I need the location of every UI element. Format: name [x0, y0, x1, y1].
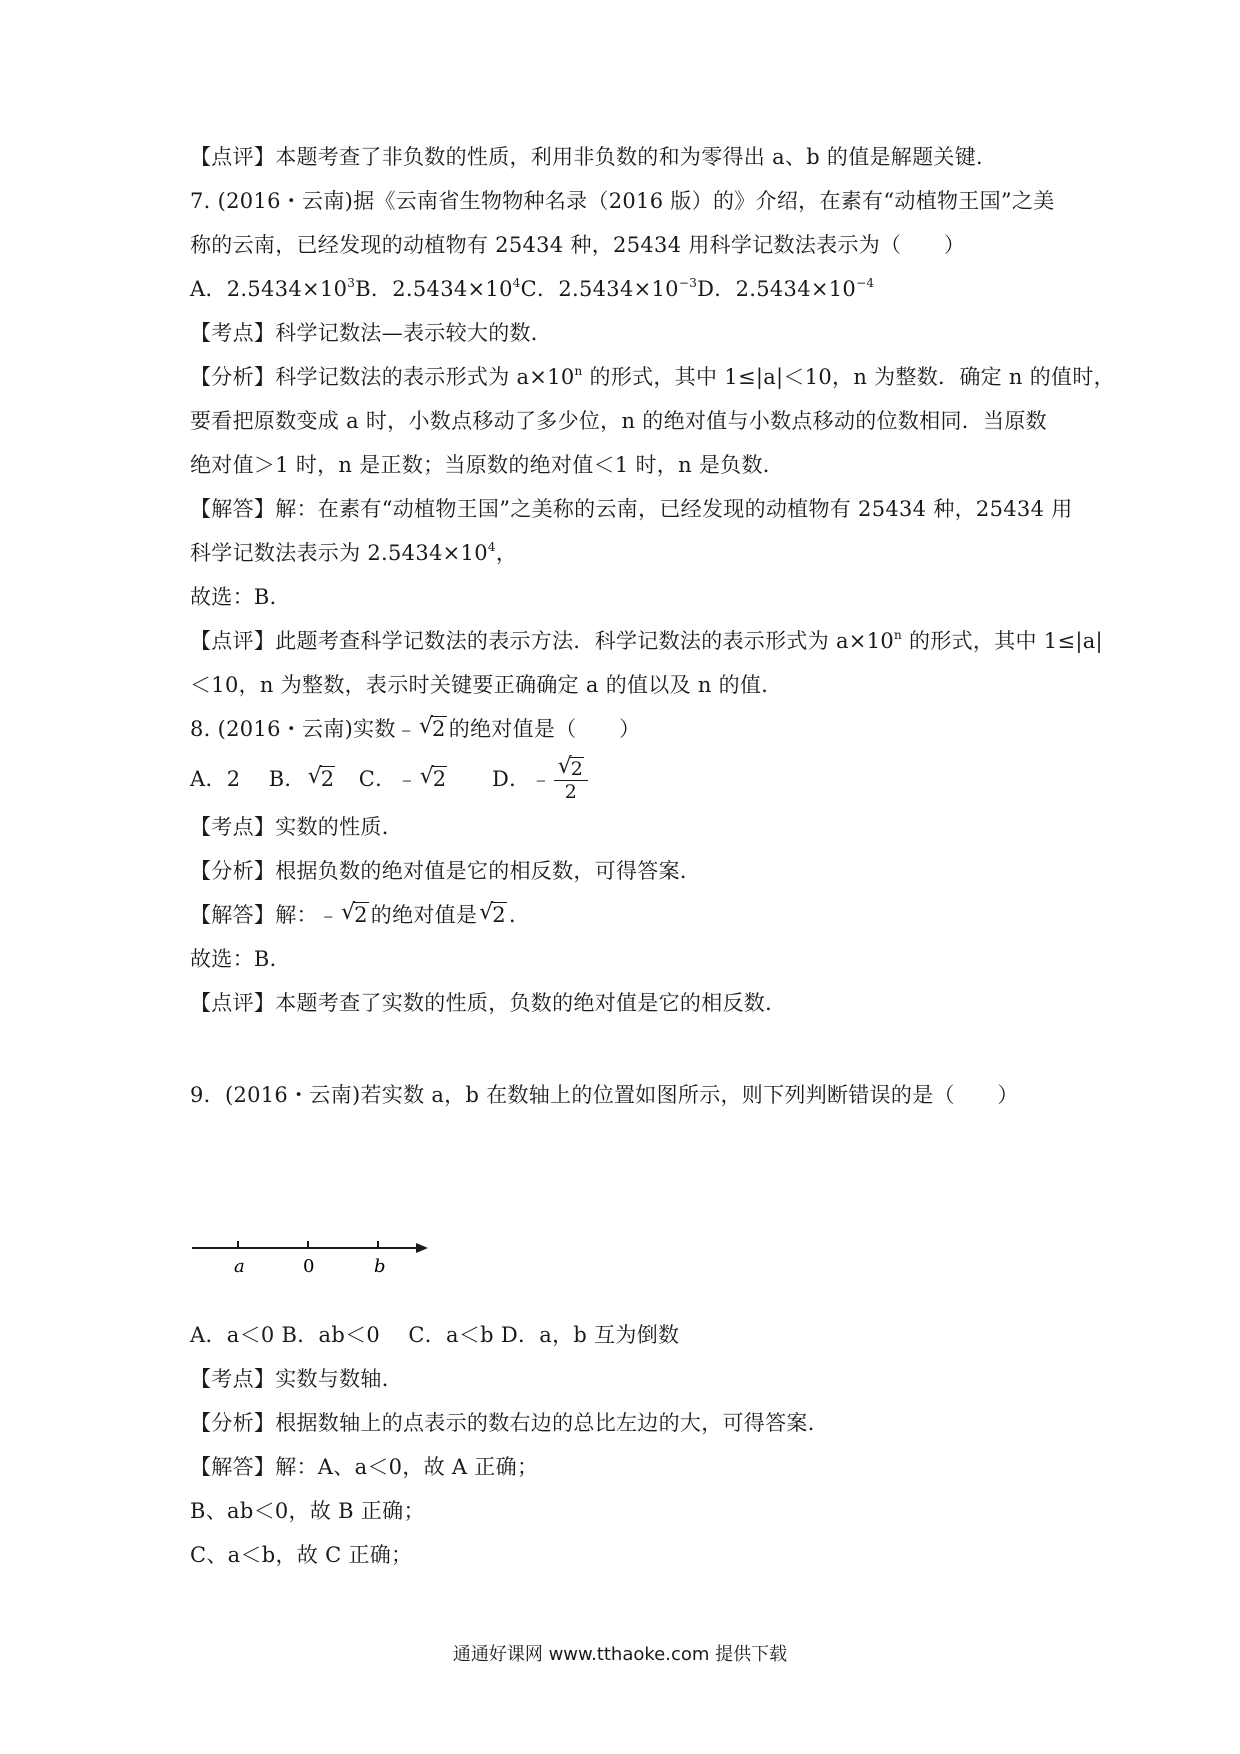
option-a-exponent: 3: [347, 276, 356, 290]
question-8-kaodian: 【考点】实数的性质．: [190, 815, 403, 839]
question-7-solution-line-1: 【解答】解：在素有“动植物王国”之美称的云南，已经发现的动植物有 25434 种，25434 用: [190, 497, 1073, 521]
question-7-review-line-2: ＜10，n 为整数，表示时关键要正确确定 a 的值以及 n 的值．: [190, 673, 783, 697]
solution-text: 科学记数法表示为 2.5434×10: [190, 541, 488, 565]
review-paragraph-q6: 【点评】本题考查了非负数的性质，利用非负数的和为零得出 a、b 的值是解题关键．: [190, 145, 998, 169]
option-text: A．2 B．: [190, 767, 306, 791]
review-text: 的形式，其中 1≤|a|: [902, 629, 1103, 653]
question-7-analysis-line-2: 要看把原数变成 a 时，小数点移动了多少位，n 的绝对值与小数点移动的位数相同．当原数: [190, 409, 1047, 433]
question-7-answer: 故选：B．: [190, 585, 291, 609]
question-9-stem: 9．(2016・云南)若实数 a，b 在数轴上的位置如图所示，则下列判断错误的是（ ）: [190, 1083, 1019, 1107]
question-7-analysis-line-3: 绝对值＞1 时，n 是正数；当原数的绝对值＜1 时，n 是负数．: [190, 453, 785, 477]
question-7-stem-line-2: 称的云南，已经发现的动植物有 25434 种，25434 用科学记数法表示为（ ）: [190, 233, 966, 257]
solution-text: ，: [495, 541, 518, 565]
option-c: C．2.5434×10: [520, 277, 679, 301]
sqrt-symbol: [558, 758, 584, 780]
question-7-options: [190, 274, 874, 304]
option-c-exponent: −3: [678, 276, 698, 290]
label-0: 0: [303, 1256, 315, 1277]
question-7-kaodian: 【考点】科学记数法—表示较大的数．: [190, 321, 553, 345]
label-b: b: [374, 1256, 386, 1277]
sqrt-symbol: [479, 900, 507, 930]
option-d: D．2.5434×10: [697, 277, 857, 301]
number-line-arrow: [416, 1243, 428, 1253]
sqrt-symbol: [420, 764, 448, 794]
stem-text: 的绝对值是（ ）: [448, 717, 641, 741]
question-8-analysis: 【分析】根据负数的绝对值是它的相反数，可得答案．: [190, 859, 702, 883]
review-text: 【点评】此题考查科学记数法的表示方法．科学记数法的表示形式为 a×10: [190, 629, 895, 653]
question-9-solution-c: C、a＜b，故 C 正确；: [190, 1543, 413, 1567]
question-8-answer: 故选：B．: [190, 947, 291, 971]
question-8-stem: [190, 714, 640, 744]
question-7-analysis-line-1: [190, 362, 1115, 392]
radicand: 2: [354, 903, 368, 927]
denominator: 2: [564, 781, 578, 803]
option-d-exponent: −4: [856, 276, 875, 290]
question-9-solution: 【解答】解：A、a＜0，故 A 正确；: [190, 1455, 539, 1479]
analysis-text: 【分析】科学记数法的表示形式为 a×10: [190, 365, 575, 389]
question-7-stem-line-1: 7. (2016・云南)据《云南省生物物种名录（2016 版）的》介绍，在素有“动植物王国”之美: [190, 189, 1055, 213]
review-exponent: n: [894, 628, 903, 642]
solution-text: ．: [508, 903, 531, 927]
question-8-solution: [190, 900, 530, 930]
stem-text: 8. (2016・云南)实数﹣: [190, 717, 418, 741]
option-text: D．﹣: [449, 767, 552, 791]
radicand: 2: [492, 903, 506, 927]
solution-exponent: 4: [487, 540, 496, 554]
question-8-options: [190, 758, 588, 803]
label-a: a: [234, 1256, 245, 1277]
analysis-text: 的形式，其中 1≤|a|＜10，n 为整数．确定 n 的值时，: [582, 365, 1115, 389]
number-line-figure: [190, 1238, 430, 1280]
question-9-solution-b: B、ab＜0，故 B 正确；: [190, 1499, 425, 1523]
page-footer: 通通好课网 www.tthaoke.com 提供下载: [452, 1644, 788, 1665]
radicand: 2: [320, 767, 335, 791]
fraction: [554, 758, 588, 803]
solution-text: 【解答】解：﹣: [190, 903, 340, 927]
question-7-solution-line-2: [190, 538, 517, 568]
option-b: B．2.5434×10: [355, 277, 513, 301]
question-9-analysis: 【分析】根据数轴上的点表示的数右边的总比左边的大，可得答案．: [190, 1411, 829, 1435]
radicand: 2: [432, 717, 446, 741]
question-9-options: A．a＜0 B．ab＜0 C．a＜b D．a，b 互为倒数: [190, 1323, 680, 1347]
numerator: 2: [570, 758, 584, 780]
question-8-review: 【点评】本题考查了实数的性质，负数的绝对值是它的相反数．: [190, 991, 787, 1015]
analysis-exponent: n: [574, 364, 583, 378]
option-text: C．﹣: [337, 767, 418, 791]
question-9-kaodian: 【考点】实数与数轴．: [190, 1367, 403, 1391]
option-a: A．2.5434×10: [190, 277, 348, 301]
sqrt-symbol: [341, 900, 369, 930]
solution-text: 的绝对值是: [370, 903, 478, 927]
sqrt-symbol: [308, 764, 336, 794]
option-b-exponent: 4: [512, 276, 521, 290]
radicand: 2: [432, 767, 447, 791]
question-7-review-line-1: [190, 626, 1103, 656]
sqrt-symbol: [419, 714, 447, 744]
